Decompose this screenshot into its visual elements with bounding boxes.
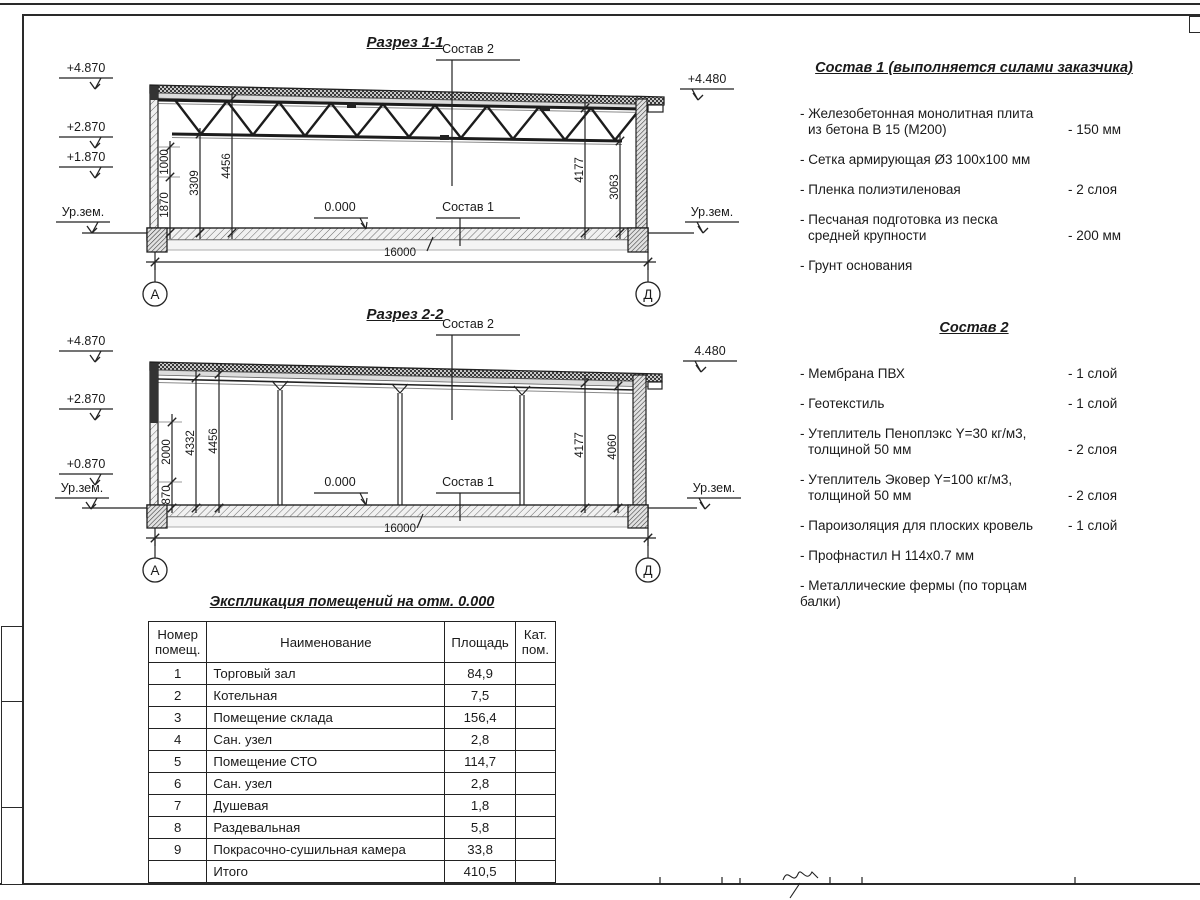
table-row: Итого 410,5 [149,861,556,883]
list-item [800,212,1148,244]
table-row: 6 Сан. узел 2,8 [149,773,556,795]
item-text: - Сетка армирующая Ø3 100х100 мм [800,152,1031,167]
level-marks-left [55,334,113,509]
item-value: - 150 мм [1068,122,1122,137]
table-row: 9 Покрасочно-сушильная камера 33,8 [149,839,556,861]
sostav-2-spec [800,320,1148,624]
section-2-2-drawing [40,300,760,600]
col-header-area: Площадь [445,622,515,663]
steel-truss [158,100,643,145]
width-dimension [146,247,656,270]
item-text: - Грунт основания [800,258,913,273]
axis-a-label: А [150,563,160,578]
sostav-2-title: Состав 2 [939,320,1009,336]
item-text: - Пленка полиэтиленовая [800,182,961,197]
frame-top-line [23,14,1200,16]
col-header-number: Номер помещ. [149,622,207,663]
list-item [800,258,1148,274]
item-text: - Мембрана ПВХ [800,366,905,381]
dim-4177: 4177 [574,432,586,458]
list-item [800,426,1148,458]
axis-d-label: Д [643,287,653,302]
item-text: - Песчаная подготовка из песка [800,212,998,227]
table-row: 2 Котельная 7,5 [149,685,556,707]
level-4480-label: +4.480 [687,72,727,86]
list-item [800,472,1148,504]
axis-a-label: А [150,287,160,302]
zero-level-label: 0.000 [324,200,356,214]
item-text: - Пароизоляция для плоских кровель [800,518,1034,533]
room-schedule [148,594,556,883]
table-row: 4 Сан. узел 2,8 [149,729,556,751]
dim-16000: 16000 [384,247,416,259]
list-item [800,396,1148,412]
col-header-category: Кат. пом. [515,622,555,663]
table-row: 8 Раздевальная 5,8 [149,817,556,839]
list-item [800,518,1148,534]
dim-4060: 4060 [607,434,619,460]
room-schedule-title: Экспликация помещений на отм. 0.000 [209,594,495,610]
axis-d-label: Д [643,563,653,578]
list-item [800,578,1148,610]
dim-3063: 3063 [609,174,621,200]
dim-3309: 3309 [189,170,201,196]
section-1-1-drawing [40,28,760,320]
level-1870-label: +1.870 [66,150,106,164]
dim-4456: 4456 [221,153,233,179]
item-value: - 2 слоя [1068,182,1118,197]
margin-box-3 [1,807,23,885]
item-value: - 1 слой [1068,518,1118,533]
paper-top-edge [0,3,1200,5]
item-value: - 2 слоя [1068,488,1118,503]
item-value: - 1 слой [1068,366,1118,381]
section-1-1-title: Разрез 1-1 [366,34,444,51]
callout-sostav2: Состав 2 [442,317,494,331]
item-text: - Геотекстиль [800,396,885,411]
sostav-1-title: Состав 1 (выполняется силами заказчика) [815,60,1133,76]
ground-level-label-left: Ур.зем. [60,481,104,495]
callouts [314,42,520,246]
dim-4456: 4456 [208,428,220,454]
division-ticks [660,877,1075,884]
item-text: - Утеплитель Пеноплэкс Y=30 кг/м3, [800,426,1027,441]
item-value: - 200 мм [1068,228,1122,243]
titleblock-edge-marks [530,855,1200,900]
list-item [800,182,1148,198]
item-text: - Утеплитель Эковер Y=100 кг/м3, [800,472,1013,487]
dim-4332: 4332 [185,430,197,456]
table-row: 1 Торговый зал 84,9 [149,663,556,685]
item-text-line2: из бетона В 15 (М200) [808,122,947,137]
level-marks-left [56,61,113,233]
corner-stamp-box [1189,16,1200,33]
table-header-row [149,622,556,663]
item-text-line2: толщиной 50 мм [808,442,912,457]
room-schedule-table [148,621,556,883]
ground-level-label-right: Ур.зем. [690,205,734,219]
item-text: - Профнастил Н 114х0.7 мм [800,548,974,563]
ground-level-label-right: Ур.зем. [692,481,736,495]
level-2870-label: +2.870 [66,392,106,406]
dim-870: 870 [161,485,173,505]
ground-level-label-left: Ур.зем. [61,205,105,219]
callout-sostav1: Состав 1 [442,200,494,214]
margin-box-2 [1,701,23,808]
level-4870-label: +4.870 [66,61,106,75]
level-4480-label: 4.480 [694,344,726,358]
table-row: 3 Помещение склада 156,4 [149,707,556,729]
callout-sostav1: Состав 1 [442,475,494,489]
zero-level-label: 0.000 [324,475,356,489]
callout-sostav2: Состав 2 [442,42,494,56]
list-item [800,366,1148,382]
signature-mark [783,872,818,898]
item-value: - 2 слоя [1068,442,1118,457]
dim-1870: 1870 [159,192,171,218]
section-2-2-title: Разрез 2-2 [366,306,444,323]
sostav-1-spec [800,60,1148,288]
col-header-name: Наименование [207,622,445,663]
item-text: - Железобетонная монолитная плита [800,106,1034,121]
list-item [800,106,1148,138]
table-row: 5 Помещение СТО 114,7 [149,751,556,773]
dim-2000: 2000 [161,439,173,465]
callouts [314,317,520,521]
level-marks-right [683,344,741,509]
level-4870-label: +4.870 [66,334,106,348]
item-text-line2: средней крупности [808,228,927,243]
axis-bubbles [143,538,660,582]
item-text-line2: толщиной 50 мм [808,488,912,503]
level-0870-label: +0.870 [66,457,106,471]
level-2870-label: +2.870 [66,120,106,134]
list-item [800,152,1148,168]
list-item [800,548,1148,564]
table-row: 7 Душевая 1,8 [149,795,556,817]
level-marks-right [680,72,739,233]
dim-16000: 16000 [384,523,416,535]
item-text: - Металлические фермы (по торцам балки) [800,578,1028,609]
dim-1000: 1000 [159,149,171,175]
dim-4177: 4177 [574,157,586,183]
margin-box-1 [1,626,23,702]
item-value: - 1 слой [1068,396,1118,411]
